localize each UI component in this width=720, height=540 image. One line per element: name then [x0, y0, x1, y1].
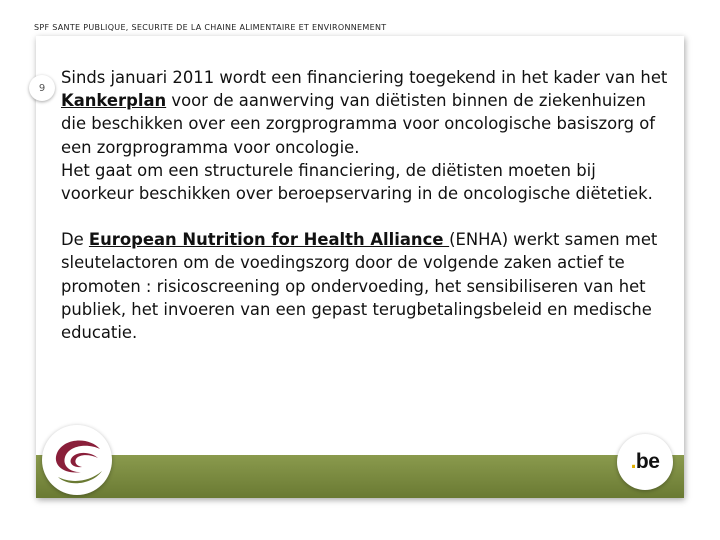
kankerplan-link[interactable]: Kankerplan: [61, 91, 167, 111]
paragraph-2: Het gaat om een structurele financiering, de diëtisten moeten bij voorkeur beschikken over beroepservaring in de oncologische diëtetiek.: [61, 160, 653, 204]
header-text: SPF SANTE PUBLIQUE, SECURITE DE LA CHAINE ALIMENTAIRE ET ENVIRONNEMENT: [34, 23, 387, 32]
paragraph-3-text-end: (ENHA) werkt samen met sleutelactoren om de voedingszorg door de volgende zaken actief te promoten : risicoscreening op ondervoeding, het sensibiliseren van het publiek, het invoeren van een gepast terugbetalingsbeleid en medische educatie.: [61, 230, 658, 343]
paragraph-1-text-start: Sinds januari 2011 wordt een financiering toegekend in het kader van het: [61, 68, 668, 87]
paragraph-3: [61, 228, 673, 344]
page-number: 9: [29, 75, 55, 101]
be-logo-letters: be: [635, 450, 660, 473]
be-logo: [617, 434, 673, 490]
paragraph-1-text-end: voor de aanwerving van diëtisten binnen de ziekenhuizen die beschikken over een zorgprogramma voor oncologische basiszorg of een zorgprogramma voor oncologie.: [61, 91, 656, 157]
enha-link[interactable]: European Nutrition for Health Alliance: [88, 230, 450, 250]
be-logo-text: [631, 450, 660, 474]
paragraph-1: [61, 66, 673, 159]
footer-bar: [36, 455, 684, 498]
paragraph-3-text-start: De: [61, 230, 89, 250]
slide-content: [61, 66, 673, 344]
be-logo-dot: .: [630, 450, 636, 473]
government-logo-icon: [42, 425, 112, 495]
